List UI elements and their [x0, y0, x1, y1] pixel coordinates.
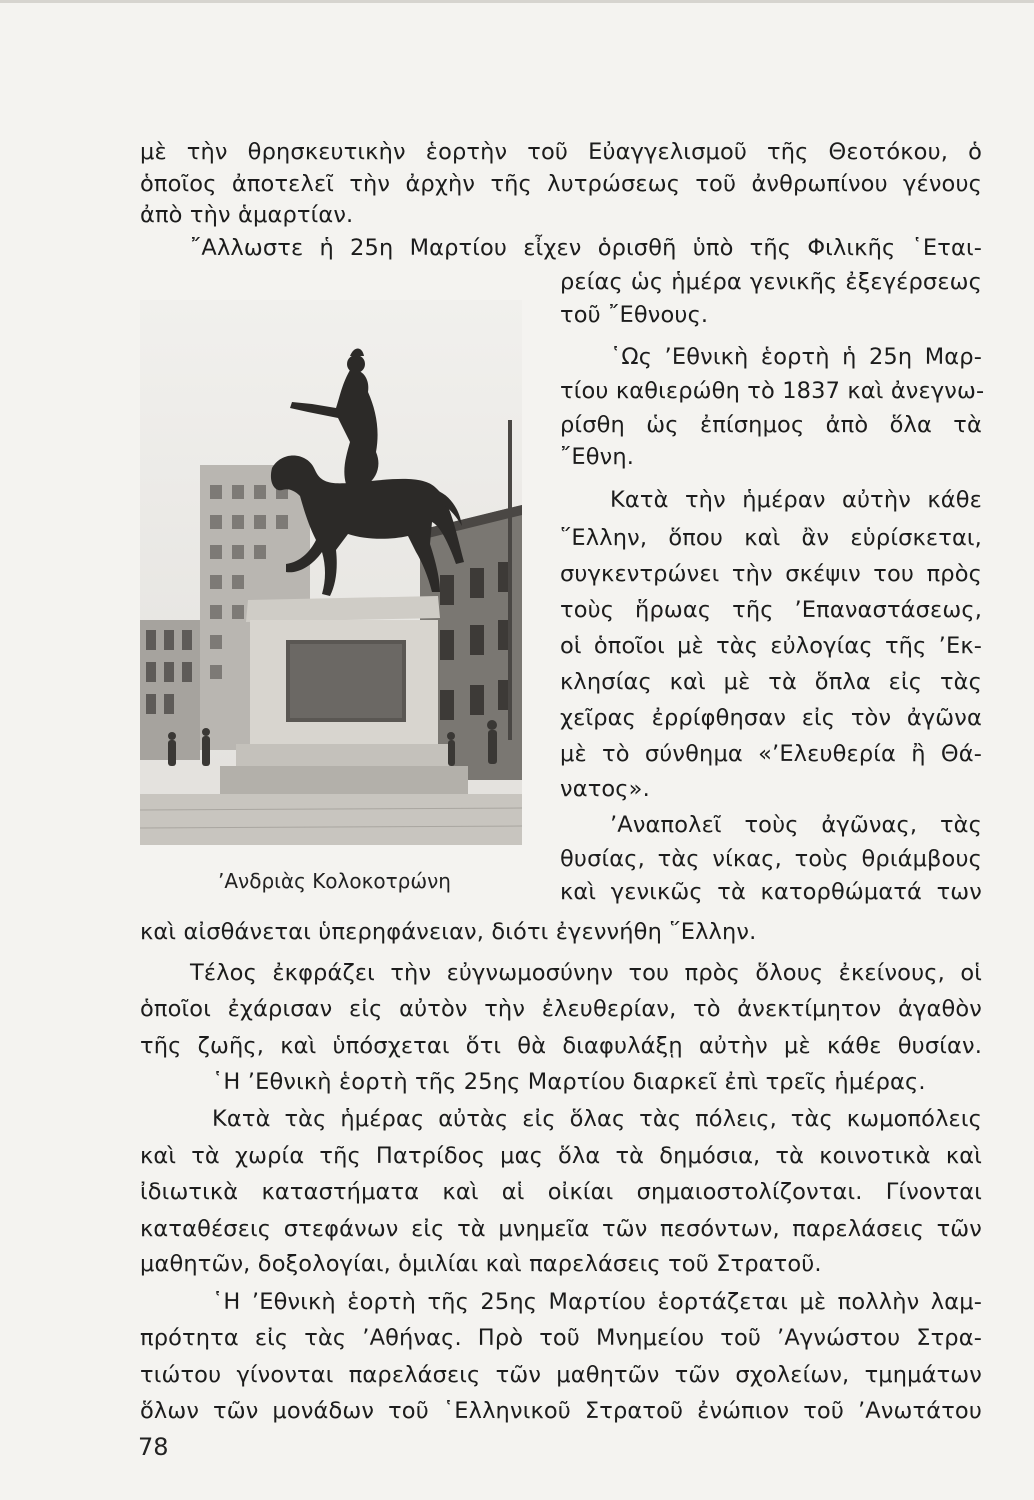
text-line-30: ἰδιωτικὰ καταστήματα καὶ αἱ οἰκίαι σημαιοστολίζονται. Γίνονται — [140, 1179, 982, 1205]
page-number: 78 — [138, 1433, 169, 1461]
text-line-13: συγκεντρώνει τὴν σκέψιν του πρὸς — [560, 561, 982, 587]
text-line-23: καὶ αἰσθάνεται ὑπερηφάνειαν, διότι ἐγεννήθη ῞Ελλην. — [140, 919, 757, 945]
text-line-28: Κατὰ τὰς ἡμέρας αὐτὰς εἰς ὅλας τὰς πόλεις, τὰς κωμοπόλεις — [212, 1106, 982, 1132]
text-line-24: Τέλος ἐκφράζει τὴν εὐγνωμοσύνην του πρὸς ὅλους ἐκείνους, οἱ — [190, 960, 982, 986]
text-line-14: τοὺς ἥρωας τῆς ’Επαναστάσεως, — [560, 597, 982, 623]
text-line-12: ῞Ελλην, ὅπου καὶ ἂν εὑρίσκεται, — [560, 525, 982, 551]
text-line-32: μαθητῶν, δοξολογίαι, ὁμιλίαι καὶ παρελάσεις τοῦ Στρατοῦ. — [140, 1251, 822, 1277]
text-line-21: θυσίας, τὰς νίκας, τοὺς θριάμβους — [560, 846, 982, 872]
statue-photo — [140, 300, 522, 845]
text-line-11: Κατὰ τὴν ἡμέραν αὐτὴν κάθε — [610, 487, 982, 513]
text-line-31: καταθέσεις στεφάνων εἰς τὰ μνημεῖα τῶν πεσόντων, παρελάσεις τῶν — [140, 1216, 982, 1242]
text-line-3: ἀπὸ τὴν ἁμαρτίαν. — [140, 202, 354, 228]
text-line-10: ῎Εθνη. — [560, 444, 635, 470]
text-line-2: ὁποῖος ἀποτελεῖ τὴν ἀρχὴν τῆς λυτρώσεως τοῦ ἀνθρωπίνου γένους — [140, 171, 982, 197]
text-line-7: ῾Ως ’Εθνικὴ ἑορτὴ ἡ 25η Μαρ- — [610, 344, 982, 370]
text-line-33: ῾Η ’Εθνικὴ ἑορτὴ τῆς 25ης Μαρτίου ἑορτάζεται μὲ πολλὴν λαμ- — [212, 1289, 982, 1315]
text-line-16: κλησίας καὶ μὲ τὰ ὅπλα εἰς τὰς — [560, 669, 982, 695]
text-line-19: νατος». — [560, 776, 650, 802]
photo-caption: ’Ανδριὰς Κολοκοτρώνη — [218, 869, 451, 893]
text-line-26: τῆς ζωῆς, καὶ ὑπόσχεται ὅτι θὰ διαφυλάξῃ αὐτὴν μὲ κάθε θυσίαν. — [140, 1033, 982, 1059]
text-line-22: καὶ γενικῶς τὰ κατορθώματά των — [560, 879, 982, 905]
text-line-17: χεῖρας ἐρρίφθησαν εἰς τὸν ἀγῶνα — [560, 705, 982, 731]
text-line-25: ὁποῖοι ἐχάρισαν εἰς αὐτὸν τὴν ἐλευθερίαν, τὸ ἀνεκτίμητον ἀγαθὸν — [140, 996, 982, 1022]
text-line-15: οἱ ὁποῖοι μὲ τὰς εὐλογίας τῆς ’Εκ- — [560, 633, 982, 659]
text-line-29: καὶ τὰ χωρία τῆς Πατρίδος μας ὅλα τὰ δημόσια, τὰ κοινοτικὰ καὶ — [140, 1143, 982, 1169]
text-line-4: ῎Αλλωστε ἡ 25η Μαρτίου εἶχεν ὁρισθῆ ὑπὸ τῆς Φιλικῆς ῾Εται- — [190, 235, 982, 261]
text-line-27: ῾Η ’Εθνικὴ ἑορτὴ τῆς 25ης Μαρτίου διαρκεῖ ἐπὶ τρεῖς ἡμέρας. — [212, 1069, 926, 1095]
text-line-5: ρείας ὡς ἡμέρα γενικῆς ἐξεγέρσεως — [560, 269, 982, 295]
text-line-35: τιώτου γίνονται παρελάσεις τῶν μαθητῶν τῶν σχολείων, τμημάτων — [140, 1362, 982, 1388]
text-line-6: τοῦ ῎Εθνους. — [560, 302, 709, 328]
text-line-1: μὲ τὴν θρησκευτικὴν ἑορτὴν τοῦ Εὐαγγελισμοῦ τῆς Θεοτόκου, ὁ — [140, 139, 982, 165]
text-line-8: τίου καθιερώθη τὸ 1837 καὶ ἀνεγνω- — [560, 378, 985, 404]
text-line-36: ὅλων τῶν μονάδων τοῦ ῾Ελληνικοῦ Στρατοῦ ἐνώπιον τοῦ ’Ανωτάτου — [140, 1398, 982, 1424]
lamp-pole — [508, 420, 512, 740]
text-line-18: μὲ τὸ σύνθημα «’Ελευθερία ἢ Θά- — [560, 741, 982, 767]
page-top-edge — [0, 0, 1034, 3]
text-line-20: ’Αναπολεῖ τοὺς ἀγῶνας, τὰς — [610, 812, 982, 838]
text-line-9: ρίσθη ὡς ἐπίσημος ἀπὸ ὅλα τὰ — [560, 412, 982, 438]
text-line-34: πρότητα εἰς τὰς ’Αθήνας. Πρὸ τοῦ Μνημείου τοῦ ’Αγνώστου Στρα- — [140, 1325, 982, 1351]
